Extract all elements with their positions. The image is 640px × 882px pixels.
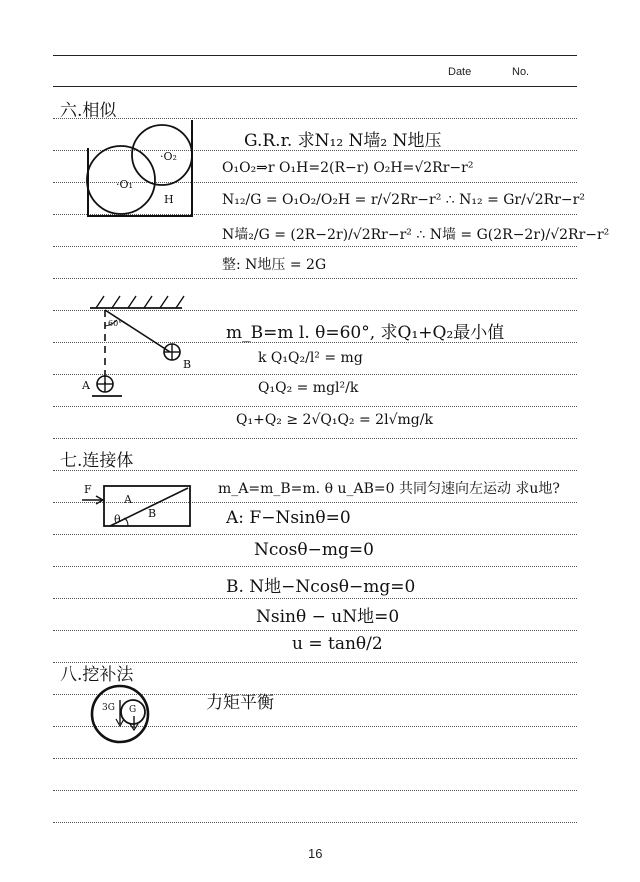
s1-line-2: O₁O₂⇒r O₁H=2(R−r) O₂H=√2Rr−r² — [222, 160, 474, 176]
label-h: H — [164, 193, 174, 206]
s2-line-2: k Q₁Q₂/l² = mg — [258, 350, 363, 366]
label-o2: ·O₂ — [160, 150, 177, 163]
s2-line-1: m_B=m l. θ=60°, 求Q₁+Q₂最小值 — [226, 323, 505, 343]
s2-line-4: Q₁+Q₂ ≥ 2√Q₁Q₂ = 2l√mg/k — [236, 412, 433, 428]
label-a: A — [82, 379, 90, 392]
s1-line-3: N₁₂/G = O₁O₂/O₂H = r/√2Rr−r² ∴ N₁₂ = Gr/√2Rr−r² — [222, 192, 585, 208]
s2-line-3: Q₁Q₂ = mgl²/k — [258, 380, 359, 396]
s3-line-5: Nsinθ − uN地=0 — [256, 607, 400, 627]
label-theta: θ — [114, 513, 121, 526]
s3-line-6: u = tanθ/2 — [292, 634, 383, 654]
label-a: A — [124, 493, 132, 506]
label-angle: 60° — [108, 319, 123, 328]
no-label: No. — [512, 66, 530, 78]
label-f: F — [84, 483, 92, 496]
section-heading-connected-bodies: 七.连接体 — [60, 451, 134, 471]
s3-line-3: Ncosθ−mg=0 — [254, 540, 374, 560]
s1-line-1: G.R.r. 求N₁₂ N墙₂ N地压 — [244, 131, 442, 151]
date-label: Date — [448, 66, 472, 78]
label-3g: 3G — [102, 703, 115, 713]
label-b: B — [183, 358, 192, 371]
s4-line-1: 力矩平衡 — [206, 693, 274, 713]
label-g: G — [129, 705, 137, 715]
page-number: 16 — [308, 846, 323, 861]
section-heading-cut-and-fill: 八.挖补法 — [60, 665, 134, 685]
section-heading-similarity: 六.相似 — [60, 101, 117, 121]
s3-line-2: A: F−Nsinθ=0 — [226, 508, 351, 528]
s3-line-4: B. N地−Ncosθ−mg=0 — [226, 577, 416, 597]
label-b: B — [148, 507, 157, 520]
s1-line-4: N墙₂/G = (2R−2r)/√2Rr−r² ∴ N墙 = G(2R−2r)/√2Rr−r² — [222, 227, 610, 243]
s1-line-5: 整: N地压 = 2G — [222, 257, 327, 273]
label-o1: ·O₁ — [116, 178, 133, 191]
s3-line-1: m_A=m_B=m. θ u_AB=0 共同匀速向左运动 求u地? — [218, 481, 560, 497]
